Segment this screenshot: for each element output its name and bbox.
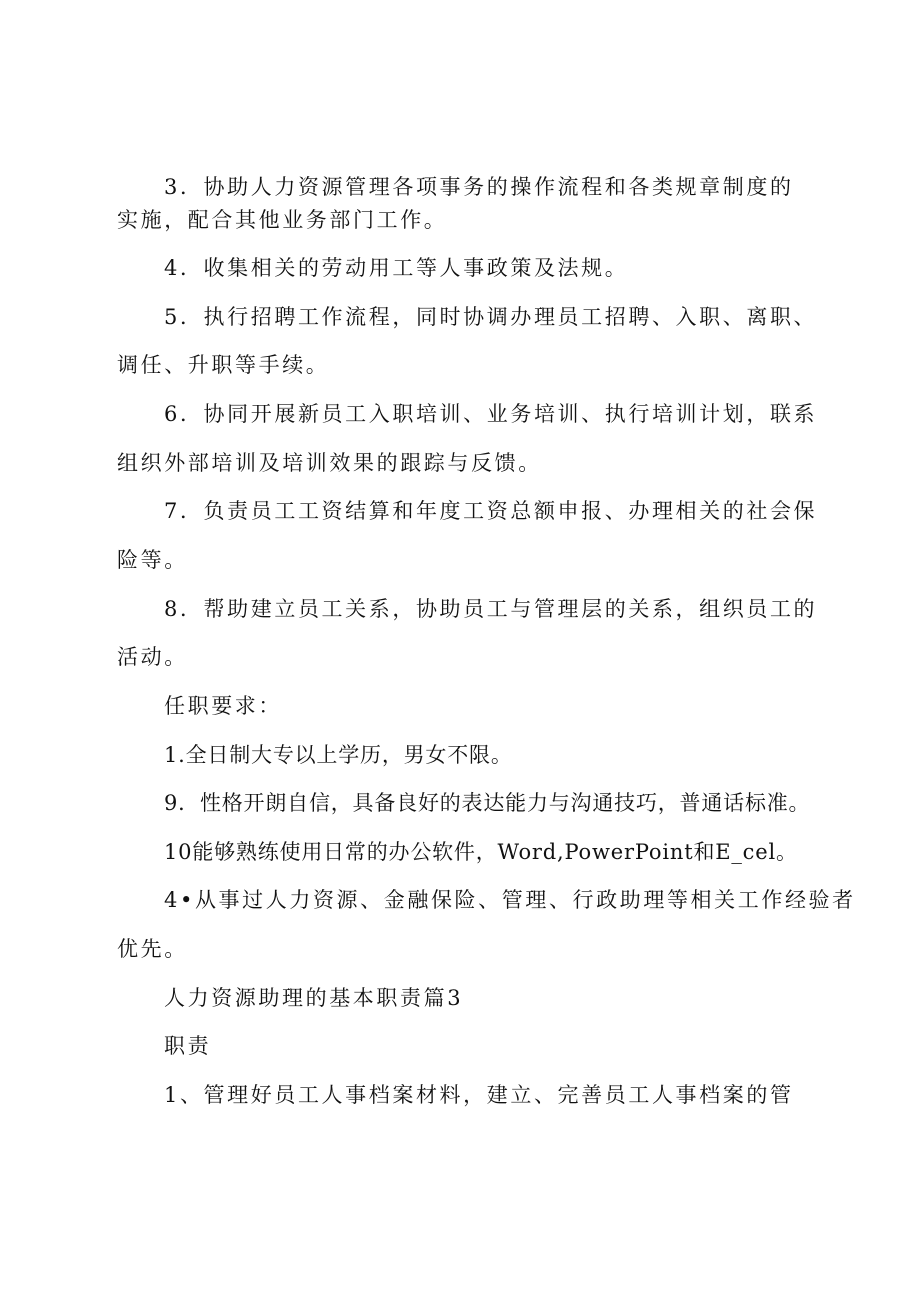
duty-5-line-1: 5．执行招聘工作流程，同时协调办理员工招聘、入职、离职、 [164, 305, 818, 329]
duty-1-line-1: 1、管理好员工人事档案材料，建立、完善员工人事档案的管 [164, 1083, 794, 1107]
duty-3-line-2: 实施，配合其他业务部门工作。 [117, 208, 448, 232]
duty-6-line-2: 组织外部培训及培训效果的跟踪与反馈。 [117, 451, 542, 475]
requirement-10-line: 10能够熟练使用日常的办公软件，Word,PowerPoint和E_cel。 [164, 840, 798, 864]
duty-6-line-1: 6．协同开展新员工入职培训、业务培训、执行培训计划，联系 [164, 402, 818, 426]
requirement-4-line-1: 4•从事过人力资源、金融保险、管理、行政助理等相关工作经验者 [164, 888, 856, 912]
requirement-4-line-2: 优先。 [117, 937, 188, 961]
duties-heading: 职责 [164, 1034, 212, 1058]
requirement-9-line: 9．性格开朗自信，具备良好的表达能力与沟通技巧，普通话标准。 [164, 791, 811, 815]
duty-5-line-2: 调任、升职等手续。 [117, 353, 330, 377]
duty-8-line-2: 活动。 [117, 645, 188, 669]
duty-3-line-1: 3．协助人力资源管理各项事务的操作流程和各类规章制度的 [164, 175, 794, 199]
duty-7-line-1: 7．负责员工工资结算和年度工资总额申报、办理相关的社会保 [164, 499, 818, 523]
section-heading: 人力资源助理的基本职责篇3 [164, 986, 464, 1010]
duty-7-line-2: 险等。 [117, 548, 188, 572]
duty-8-line-1: 8．帮助建立员工关系，协助员工与管理层的关系，组织员工的 [164, 597, 818, 621]
duty-4-line: 4．收集相关的劳动用工等人事政策及法规。 [164, 256, 629, 280]
requirements-heading: 任职要求： [164, 694, 282, 718]
requirement-1-line: 1.全日制大专以上学历，男女不限。 [164, 743, 513, 767]
